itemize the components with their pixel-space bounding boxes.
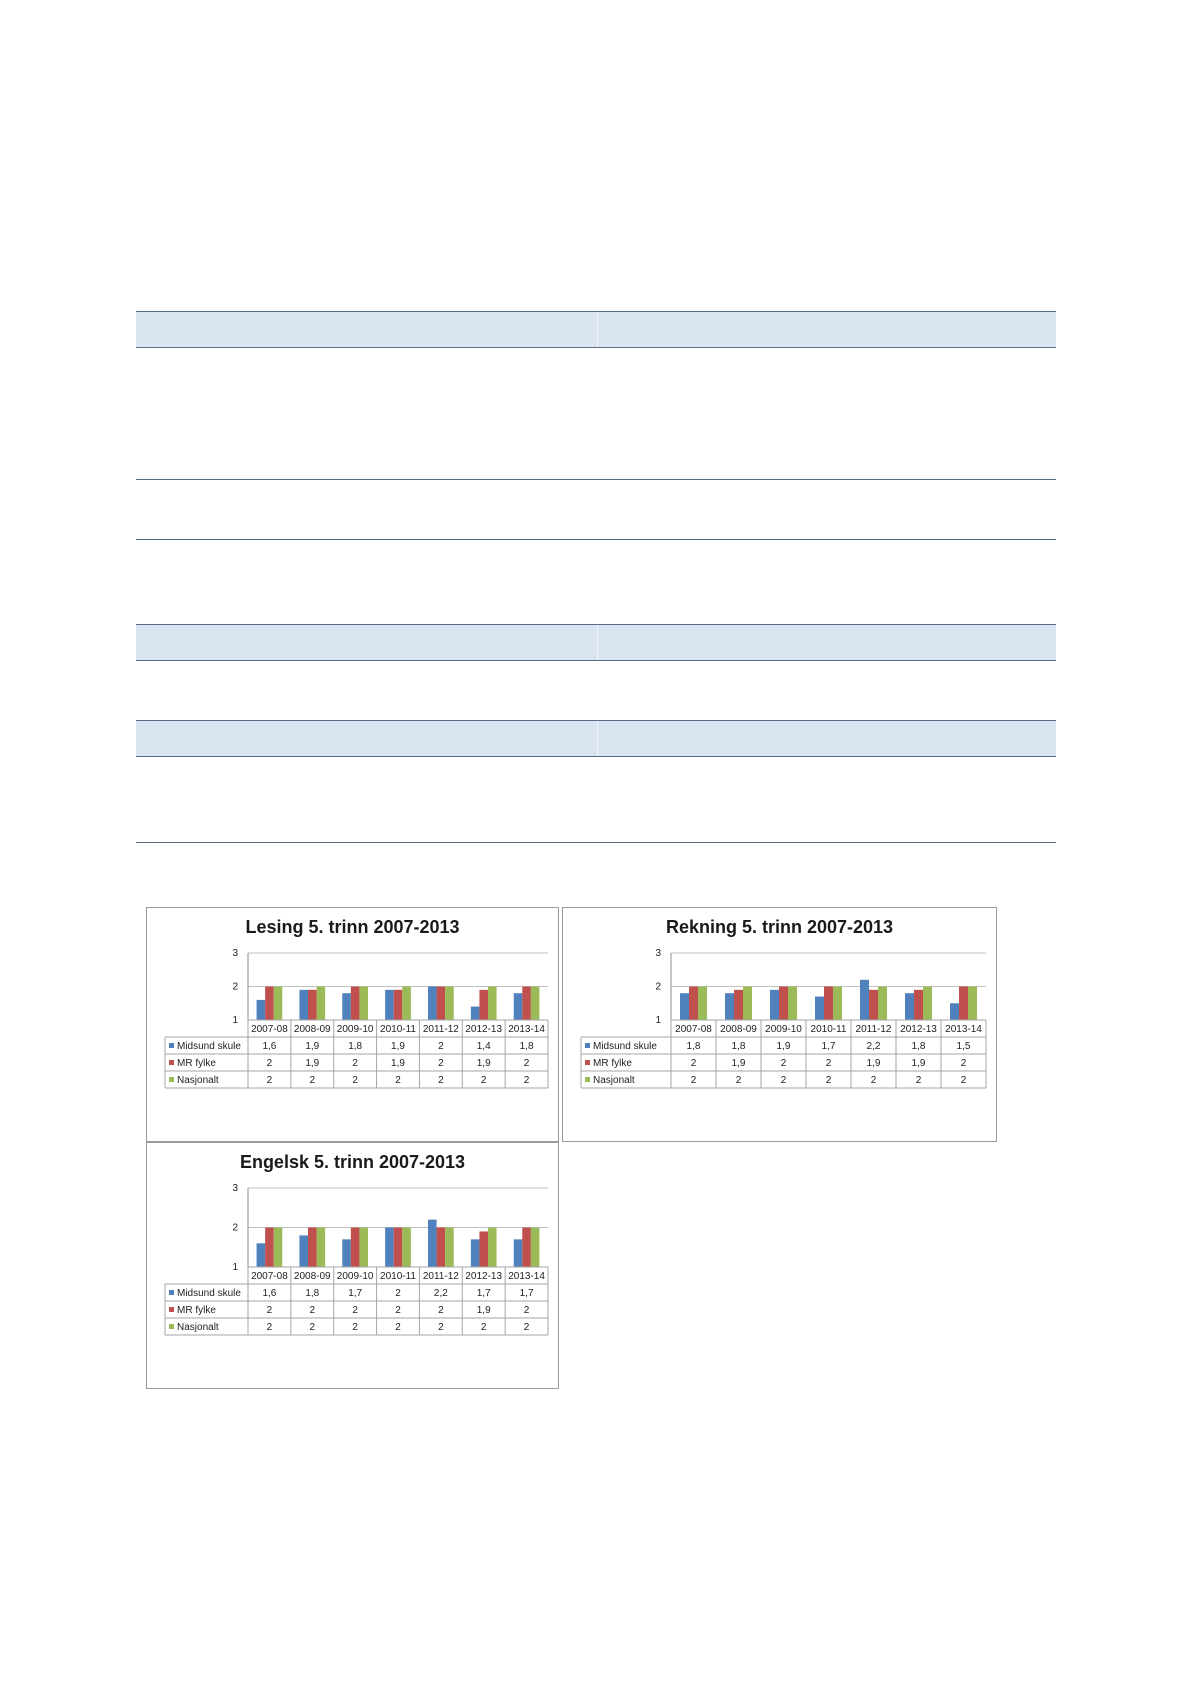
legend-label-mr: MR fylke — [593, 1058, 632, 1069]
table-rule — [136, 842, 1056, 843]
data-label: 2 — [395, 1322, 401, 1333]
data-label: 2 — [266, 1322, 273, 1333]
legend-label-nasjonalt: Nasjonalt — [177, 1075, 219, 1086]
data-label: 2 — [825, 1075, 832, 1086]
data-label: 2 — [309, 1305, 316, 1316]
data-label: 2 — [523, 1322, 530, 1333]
bar-midsund-2007-08 — [680, 993, 689, 1020]
chart-panel-rekning — [562, 907, 997, 1142]
chart-lesing — [147, 908, 558, 1141]
data-label: 1,9 — [305, 1041, 320, 1052]
bar-midsund-2008-09 — [299, 990, 308, 1020]
bar-midsund-2010-11 — [815, 997, 824, 1020]
bar-nasjonalt-2009-10 — [788, 987, 797, 1021]
legend-label-mr: MR fylke — [177, 1305, 216, 1316]
data-label: 2 — [309, 1322, 316, 1333]
data-label: 2 — [438, 1041, 444, 1052]
y-tick-label: 2 — [232, 1222, 238, 1234]
x-tick-label: 2009-10 — [336, 1024, 374, 1035]
y-tick-label: 3 — [655, 948, 661, 959]
data-label: 1,8 — [911, 1041, 926, 1052]
data-label: 2 — [266, 1058, 273, 1069]
legend-label-midsund: Midsund skule — [177, 1041, 241, 1052]
data-label: 2 — [523, 1075, 530, 1086]
data-label: 1,6 — [262, 1288, 277, 1299]
bar-midsund-2013-14 — [950, 1003, 959, 1020]
chart-title: Engelsk 5. trinn 2007-2013 — [239, 1152, 466, 1172]
data-label: 1,9 — [476, 1305, 491, 1316]
chart-engelsk — [147, 1143, 558, 1388]
bar-mr-2008-09 — [734, 990, 743, 1020]
data-label: 2 — [438, 1322, 444, 1333]
table-rule — [136, 624, 1056, 625]
table-header-band-3 — [136, 720, 1056, 756]
data-label: 2 — [825, 1058, 832, 1069]
bar-mr-2009-10 — [351, 987, 360, 1021]
table-rule — [136, 311, 1056, 312]
x-tick-label: 2009-10 — [765, 1024, 802, 1035]
data-label: 1,9 — [305, 1058, 320, 1069]
data-label: 2 — [523, 1058, 530, 1069]
x-tick-label: 2013-14 — [508, 1271, 545, 1282]
table-rule — [136, 660, 1056, 661]
bar-mr-2007-08 — [265, 987, 274, 1021]
data-label: 1,9 — [911, 1058, 926, 1069]
bar-nasjonalt-2008-09 — [743, 987, 752, 1021]
bar-nasjonalt-2013-14 — [968, 987, 977, 1021]
legend-swatch-mr — [169, 1060, 174, 1065]
bar-midsund-2007-08 — [257, 1000, 266, 1020]
data-label: 2 — [352, 1075, 358, 1086]
data-label: 1,9 — [391, 1058, 405, 1069]
bar-mr-2012-13 — [479, 1231, 488, 1267]
x-tick-label: 2012-13 — [465, 1024, 503, 1035]
bar-midsund-2012-13 — [471, 1007, 480, 1020]
y-tick-label: 1 — [655, 1015, 661, 1026]
data-label: 2 — [870, 1075, 877, 1086]
table-column-divider — [597, 312, 598, 347]
y-tick-label: 2 — [655, 981, 661, 993]
data-label: 1,7 — [519, 1288, 534, 1299]
data-label: 2 — [352, 1322, 358, 1333]
y-tick-label: 1 — [232, 1262, 238, 1273]
y-tick-label: 2 — [232, 981, 238, 993]
data-label: 1,9 — [731, 1058, 746, 1069]
bar-mr-2007-08 — [265, 1228, 274, 1268]
bar-mr-2011-12 — [437, 987, 446, 1021]
legend-swatch-mr — [169, 1307, 174, 1312]
data-label: 2 — [309, 1075, 316, 1086]
bar-nasjonalt-2007-08 — [274, 1228, 283, 1268]
x-tick-label: 2010-11 — [810, 1024, 847, 1035]
x-tick-label: 2012-13 — [465, 1271, 503, 1282]
table-rule — [136, 720, 1056, 721]
bar-mr-2008-09 — [308, 1228, 317, 1268]
bar-nasjonalt-2007-08 — [274, 987, 283, 1021]
bar-mr-2013-14 — [959, 987, 968, 1021]
data-label: 1,9 — [476, 1058, 491, 1069]
x-tick-label: 2012-13 — [900, 1024, 937, 1035]
data-label: 1,6 — [262, 1041, 277, 1052]
bar-mr-2010-11 — [824, 987, 833, 1021]
legend-label-mr: MR fylke — [177, 1058, 216, 1069]
bar-nasjonalt-2013-14 — [531, 1228, 540, 1268]
bar-midsund-2012-13 — [471, 1239, 480, 1267]
bar-mr-2012-13 — [479, 990, 488, 1020]
bar-mr-2010-11 — [394, 1228, 403, 1268]
data-label: 2 — [395, 1075, 401, 1086]
bar-midsund-2008-09 — [725, 993, 734, 1020]
data-label: 1,8 — [348, 1041, 363, 1052]
data-label: 2 — [480, 1075, 487, 1086]
data-label: 1,7 — [821, 1041, 836, 1052]
bar-midsund-2010-11 — [385, 1228, 394, 1268]
bar-nasjonalt-2012-13 — [488, 987, 497, 1021]
bar-nasjonalt-2009-10 — [359, 987, 368, 1021]
bar-nasjonalt-2013-14 — [531, 987, 540, 1021]
data-label: 1,9 — [391, 1041, 405, 1052]
data-label: 2 — [523, 1305, 530, 1316]
bar-mr-2011-12 — [869, 990, 878, 1020]
data-label: 2 — [690, 1058, 697, 1069]
data-label: 2 — [780, 1075, 787, 1086]
legend-swatch-nasjonalt — [169, 1324, 174, 1329]
data-label: 2 — [690, 1075, 697, 1086]
bar-midsund-2010-11 — [385, 990, 394, 1020]
legend-swatch-nasjonalt — [585, 1077, 590, 1082]
table-header-band-1 — [136, 311, 1056, 347]
data-label: 2 — [395, 1305, 401, 1316]
bar-nasjonalt-2011-12 — [445, 1228, 454, 1268]
table-rule — [136, 479, 1056, 480]
bar-nasjonalt-2010-11 — [833, 987, 842, 1021]
bar-midsund-2007-08 — [257, 1243, 266, 1267]
bar-mr-2010-11 — [394, 990, 403, 1020]
x-tick-label: 2007-08 — [251, 1024, 288, 1035]
data-label: 2 — [480, 1322, 487, 1333]
x-tick-label: 2007-08 — [675, 1024, 712, 1035]
chart-panel-engelsk — [146, 1142, 559, 1389]
x-tick-label: 2011-12 — [422, 1024, 459, 1035]
bar-midsund-2009-10 — [342, 993, 351, 1020]
bar-nasjonalt-2008-09 — [317, 987, 326, 1021]
x-tick-label: 2007-08 — [251, 1271, 288, 1282]
bar-midsund-2011-12 — [428, 1220, 437, 1267]
legend-swatch-midsund — [169, 1043, 174, 1048]
legend-label-nasjonalt: Nasjonalt — [593, 1075, 635, 1086]
bar-midsund-2008-09 — [299, 1235, 308, 1267]
bar-nasjonalt-2012-13 — [488, 1228, 497, 1268]
bar-nasjonalt-2010-11 — [402, 987, 411, 1021]
data-label: 2 — [266, 1075, 273, 1086]
table-column-divider — [597, 721, 598, 756]
data-label: 1,8 — [305, 1288, 320, 1299]
data-label: 2 — [438, 1305, 444, 1316]
data-label: 2 — [960, 1075, 967, 1086]
y-tick-label: 1 — [232, 1015, 238, 1026]
bar-nasjonalt-2007-08 — [698, 987, 707, 1021]
x-tick-label: 2010-11 — [380, 1024, 416, 1035]
legend-swatch-nasjonalt — [169, 1077, 174, 1082]
x-tick-label: 2010-11 — [380, 1271, 416, 1282]
x-tick-label: 2009-10 — [336, 1271, 374, 1282]
x-tick-label: 2008-09 — [293, 1271, 331, 1282]
bar-midsund-2009-10 — [770, 990, 779, 1020]
x-tick-label: 2008-09 — [720, 1024, 757, 1035]
bar-midsund-2012-13 — [905, 993, 914, 1020]
legend-swatch-midsund — [169, 1290, 174, 1295]
y-tick-label: 3 — [232, 1183, 238, 1194]
bar-mr-2007-08 — [689, 987, 698, 1021]
bar-midsund-2009-10 — [342, 1239, 351, 1267]
x-tick-label: 2013-14 — [508, 1024, 545, 1035]
bar-nasjonalt-2009-10 — [359, 1228, 368, 1268]
legend-swatch-mr — [585, 1060, 590, 1065]
data-label: 1,7 — [476, 1288, 491, 1299]
data-label: 2 — [352, 1058, 358, 1069]
bar-nasjonalt-2012-13 — [923, 987, 932, 1021]
bar-midsund-2013-14 — [514, 1239, 523, 1267]
bar-nasjonalt-2010-11 — [402, 1228, 411, 1268]
data-label: 1,8 — [519, 1041, 534, 1052]
bar-mr-2009-10 — [351, 1228, 360, 1268]
table-column-divider — [597, 625, 598, 660]
bar-mr-2011-12 — [437, 1228, 446, 1268]
data-label: 2,2 — [866, 1041, 881, 1052]
x-tick-label: 2008-09 — [293, 1024, 331, 1035]
y-tick-label: 3 — [232, 948, 238, 959]
chart-title: Lesing 5. trinn 2007-2013 — [245, 917, 460, 937]
x-tick-label: 2011-12 — [422, 1271, 459, 1282]
legend-label-midsund: Midsund skule — [177, 1288, 241, 1299]
bar-nasjonalt-2008-09 — [317, 1228, 326, 1268]
data-label: 2 — [352, 1305, 358, 1316]
data-label: 2 — [915, 1075, 922, 1086]
data-label: 1,5 — [956, 1041, 971, 1052]
data-label: 2 — [735, 1075, 742, 1086]
bar-nasjonalt-2011-12 — [878, 987, 887, 1021]
data-label: 2 — [438, 1058, 444, 1069]
x-tick-label: 2013-14 — [945, 1024, 982, 1035]
data-label: 2 — [395, 1288, 401, 1299]
legend-label-midsund: Midsund skule — [593, 1041, 657, 1052]
data-label: 2,2 — [433, 1288, 448, 1299]
bar-mr-2013-14 — [522, 1228, 531, 1268]
legend-label-nasjonalt: Nasjonalt — [177, 1322, 219, 1333]
data-label: 1,4 — [476, 1041, 491, 1052]
chart-panel-lesing — [146, 907, 559, 1142]
data-label: 2 — [438, 1075, 444, 1086]
data-label: 2 — [960, 1058, 967, 1069]
data-label: 2 — [780, 1058, 787, 1069]
bar-midsund-2011-12 — [428, 987, 437, 1021]
bar-nasjonalt-2011-12 — [445, 987, 454, 1021]
bar-midsund-2013-14 — [514, 993, 523, 1020]
chart-rekning — [563, 908, 996, 1141]
data-label: 1,8 — [731, 1041, 746, 1052]
bar-midsund-2011-12 — [860, 980, 869, 1020]
bar-mr-2012-13 — [914, 990, 923, 1020]
bar-mr-2008-09 — [308, 990, 317, 1020]
table-rule — [136, 756, 1056, 757]
legend-swatch-midsund — [585, 1043, 590, 1048]
x-tick-label: 2011-12 — [855, 1024, 892, 1035]
chart-title: Rekning 5. trinn 2007-2013 — [665, 917, 894, 937]
table-rule — [136, 347, 1056, 348]
bar-mr-2013-14 — [522, 987, 531, 1021]
data-label: 1,7 — [348, 1288, 363, 1299]
bar-mr-2009-10 — [779, 987, 788, 1021]
table-rule — [136, 539, 1056, 540]
data-label: 2 — [266, 1305, 273, 1316]
data-label: 1,9 — [866, 1058, 881, 1069]
data-label: 1,8 — [686, 1041, 701, 1052]
table-header-band-2 — [136, 624, 1056, 660]
data-label: 1,9 — [776, 1041, 791, 1052]
